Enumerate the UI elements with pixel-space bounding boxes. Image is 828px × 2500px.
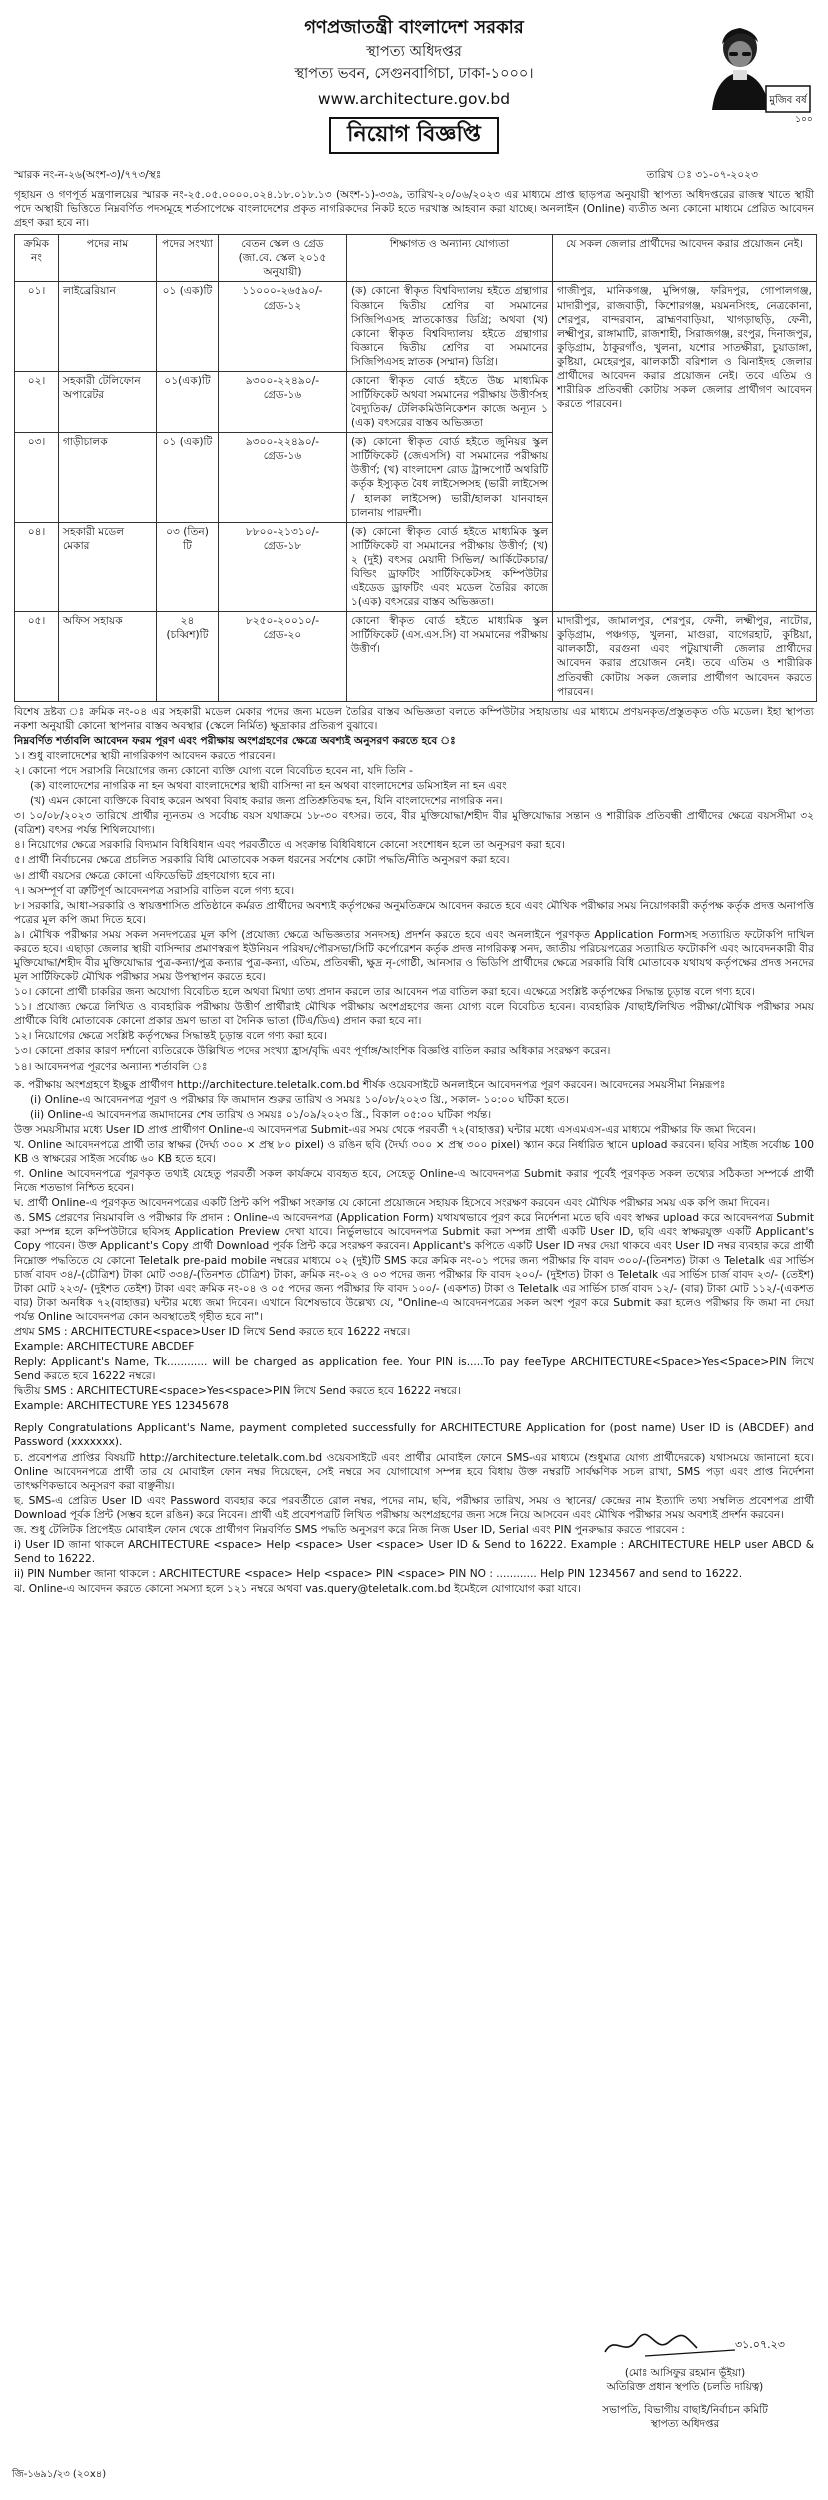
row-sl: ০৪। — [15, 522, 59, 611]
svg-text:১০০: ১০০ — [795, 115, 813, 125]
row-scale — [219, 433, 347, 522]
condition-item: ১৩। কোনো প্রকার কারণ দর্শানো ব্যতিরেকে উল্লিখিত পদের সংখ্যা হ্রাস/বৃদ্ধি এবং পূর্ণাঙ্গ/আংশিক বিজ্ঞপ্তি বাতিল করার অধিকার সংরক্ষণ করেন। — [14, 1045, 611, 1058]
notice-title: নিয়োগ বিজ্ঞপ্তি — [329, 117, 499, 154]
memo-date: তারিখ ঃ ৩১-০৭-২০২৩ — [646, 169, 758, 181]
conditions-title: নিম্নবর্ণিত শর্তাবলি আবেদন ফরম পূরণ এবং পরীক্ষায় অংশগ্রহণের ক্ষেত্রে অবশ্যই অনুসরণ করতে হবে ঃ — [14, 734, 456, 747]
department-name: স্থাপত্য অধিদপ্তর — [366, 43, 462, 60]
row-scale — [219, 371, 347, 432]
row-scale-value: ১১০০০-২৬৫৯০/- — [242, 285, 323, 298]
footer-reference: জি-১৬৯১/২৩ (২০x৪) — [12, 2469, 107, 2480]
condition-item: ১০। কোনো প্রার্থী চাকরির জন্য অযোগ্য বিবেচিত হলে অথবা মিথ্যা তথ্য প্রদান করলে তার আবেদন পত্র বাতিল করা হবে। এক্ষেত্রে সংশ্লিষ্ট কর্তৃপক্ষের সিদ্ধান্ত চূড়ান্ত বলে গণ্য হবে। — [14, 986, 756, 999]
header-scale: বেতন স্কেল ও গ্রেড (জা.বে. স্কেল ২০১৫ অনুযায়ী) — [219, 235, 347, 282]
condition-item: (খ) এমন কোনো ব্যক্তিকে বিবাহ করেন অথবা বিবাহ করার জন্য প্রতিশ্রুতিবদ্ধ হন, যিনি বাংলাদেশের নাগরিক নন। — [30, 795, 503, 808]
row-sl: ০১। — [15, 282, 59, 371]
table-row — [15, 612, 817, 701]
condition-item: ১। শুধু বাংলাদেশের স্থায়ী নাগরিকগণ আবেদন করতে পারবেন। — [14, 749, 276, 762]
signature-block — [560, 2328, 810, 2432]
condition-item: ১৪। আবেদনপত্র পূরণের অন্যান্য শর্তাবলি ঃ — [14, 1060, 208, 1073]
row-post: সহকারী টেলিফোন অপারেটর — [59, 371, 157, 432]
conditions-section — [8, 702, 820, 1074]
row-qualification: (ক) কোনো স্বীকৃত বোর্ড হইতে মাধ্যমিক স্কুল সার্টিফিকেট বা সমমানের পরীক্ষায় উত্তীর্ণ; (খ) ২ (দুই) বৎসর মেয়াদী সিভিল/ আর্কিটেকচার/ বিল্ডিং ড্রাফটিং সার্টিফিকেটসহ কম্পিউটার এইডেড ড্রাফটিং এবং মডেল তৈরির কাজে ১(এক) বৎসরের বাস্তব অভিজ্ঞতা। — [347, 522, 553, 611]
row-grade: গ্রেড-১৮ — [263, 539, 302, 552]
svg-text:মুজিব বর্ষ: মুজিব বর্ষ — [769, 95, 807, 106]
row-post: সহকারী মডেল মেকার — [59, 522, 157, 611]
row-count: ০১(এক)টি — [157, 371, 219, 432]
row-scale-value: ৮২৫০-২০০১০/- — [245, 615, 320, 628]
online-item: গ. Online আবেদনপত্রে পূরণকৃত তথ্যই যেহেতু পরবর্তী সকল কার্যক্রমে ব্যবহৃত হবে, সেহেতু Online-এ আবেদনপত্র Submit করার পূর্বেই পূরণকৃত সকল তথ্যের সঠিকতা সম্পর্কে প্রার্থী নিজে শতভাগ নিশ্চিত হবেন। — [14, 1168, 814, 1195]
website-address: www.architecture.gov.bd — [317, 89, 511, 108]
row-count: ২৪ (চব্বিশ)টি — [157, 612, 219, 701]
row-scale — [219, 522, 347, 611]
sms-step: দ্বিতীয় SMS : ARCHITECTURE<space>Yes<space>PIN লিখে Send করতে হবে 16222 নম্বরে। — [14, 1385, 461, 1398]
header-qualification: শিক্ষাগত ও অন্যান্য যোগ্যতা — [347, 235, 553, 282]
row-scale-value: ৯৩০০-২২৪৯০/- — [245, 436, 320, 449]
online-instructions — [8, 1075, 820, 1597]
memo-row — [8, 168, 820, 186]
row-qualification: (ক) কোনো স্বীকৃত বিশ্ববিদ্যালয় হইতে গ্রন্থাগার বিজ্ঞানে দ্বিতীয় শ্রেণির বা সমমানের সিজিপিএসহ স্নাতকোত্তর ডিগ্রি; অথবা (খ) কোনো স্বীকৃত বিশ্ববিদ্যালয় হইতে গ্রন্থাগার বিজ্ঞানে দ্বিতীয় শ্রেণির বা সমমানের সিজিপিএসহ স্নাতক (সম্মান) ডিগ্রি। — [347, 282, 553, 371]
signature-scrawl-icon — [585, 2328, 785, 2362]
mujib-borsho-logo-icon — [696, 18, 814, 130]
intro-paragraph: গৃহায়ন ও গণপূর্ত মন্ত্রণালয়ের স্মারক নং-২৫.০৫.০০০০.০২৪.১৮.০১৮.১৩ (অংশ-১)-৩৩৯, তারিখ-২০/০৬/২০২৩ এর মাধ্যমে প্রাপ্ত ছাড়পত্র অনুযায়ী স্থাপত্য অধিদপ্তরের রাজস্ব খাতে স্থায়ী পদে অস্থায়ী ভিত্তিতে নিম্নবর্ণিত পদসমূহে শর্তসাপেক্ষে বাংলাদেশের প্রকৃত নাগরিকদের নিকট হতে দরখাস্ত আহবান করা যাচ্ছে। অনলাইন (Online) ব্যতীত অন্য কোনো মাধ্যমে প্রেরিত আবেদন গ্রহণ করা হবে না। — [14, 189, 814, 230]
svg-text:৩১.০৭.২৩: ৩১.০৭.২৩ — [735, 2338, 785, 2351]
job-table — [14, 234, 817, 701]
condition-item: ৩। ১০/০৮/২০২৩ তারিখে প্রার্থীর ন্যূনতম ও সর্বোচ্চ বয়স যথাক্রমে ১৮-৩০ বৎসর। তবে, বীর মুক্তিযোদ্ধা/শহীদ বীর মুক্তিযোদ্ধার সন্তান ও শারীরিক প্রতিবন্ধী প্রার্থীদের ক্ষেত্রে বয়সসীমা ৩২ (বত্রিশ) বৎসর পর্যন্ত শিথিলযোগ্য। — [14, 810, 814, 837]
row-districts: গাজীপুর, মানিকগঞ্জ, মুন্সিগঞ্জ, ফরিদপুর, গোপালগঞ্জ, মাদারীপুর, রাজবাড়ী, কিশোরগঞ্জ, ময়মনসিংহ, নেত্রকোনা, শেরপুর, বান্দরবান, ব্রাহ্মণবাড়িয়া, খাগড়াছড়ি, ফেনী, লক্ষ্মীপুর, রাঙ্গামাটি, রাজশাহী, সিরাজগঞ্জ, রংপুর, দিনাজপুর, কুড়িগ্রাম, ঠাকুরগাঁও, খুলনা, যশোর সাতক্ষীরা, চুয়াডাঙ্গা, কুষ্টিয়া, মেহেরপুর, ঝালকাঠী বরিশাল ও ঝিনাইদহ জেলার প্রার্থীদের আবেদন করার প্রয়োজন নেই। তবে এতিম ও শারীরিক প্রতিবন্ধী কোটায় সকল জেলার প্রার্থীগণ আবেদন করতে পারবেন। — [553, 282, 817, 612]
header-post: পদের নাম — [59, 235, 157, 282]
header-count: পদের সংখ্যা — [157, 235, 219, 282]
row-post: গাড়ীচালক — [59, 433, 157, 522]
row-count: ০১ (এক)টি — [157, 433, 219, 522]
online-item: খ. Online আবেদনপত্রে প্রার্থী তার স্বাক্ষর (দৈর্ঘ্য ৩০০ × প্রস্থ ৮০ pixel) ও রঙিন ছবি (দৈর্ঘ্য ৩০০ × প্রস্থ ৩০০ pixel) স্ক্যান করে নির্ধারিত স্থানে upload করবেন। ছবির সাইজ সর্বোচ্চ 100 KB ও স্বাক্ষরের সাইজ সর্বোচ্চ ৬০ KB হতে হবে। — [14, 1138, 814, 1165]
online-item: i) User ID জানা থাকলে ARCHITECTURE <space> Help <space> User <space> User ID & Send to 16222. Example : ARCHITECTURE HELP user ABCD & Send to 16222. — [14, 1539, 814, 1566]
online-item: উক্ত সময়সীমার মধ্যে User ID প্রাপ্ত প্রার্থীগণ Online-এ আবেদনপত্র Submit-এর সময় থেকে পরবর্তী ৭২(বাহাত্তর) ঘন্টার মধ্যে এসএমএস-এর মাধ্যমে পরীক্ষার ফি জমা দিবেন। — [14, 1123, 756, 1136]
row-scale-value: ৯৩০০-২২৪৯০/- — [245, 374, 320, 387]
row-grade: গ্রেড-১২ — [263, 299, 302, 312]
online-item: (ii) Online-এ আবেদনপত্র জমাদানের শেষ তারিখ ও সময়ঃ ০১/০৯/২০২৩ খ্রি., বিকাল ০৫:০০ ঘটিকা পর্যন্ত। — [30, 1108, 492, 1121]
sms-step: Reply: Applicant's Name, Tk............ will be charged as application fee. Your PIN is.....To pay feeType ARCHITECTURE<Space>Yes<Space>PIN লিখে Send করতে হবে 16222 নম্বরে। — [14, 1356, 814, 1383]
online-item: ঘ. প্রার্থী Online-এ পূরণকৃত আবেদনপত্রের একটি প্রিন্ট কপি পরীক্ষা সংক্রান্ত যে কোনো প্রয়োজনে সহায়ক হিসেবে সংরক্ষণ করবেন এবং মৌখিক পরীক্ষার সময় এক কপি জমা দিবেন। — [14, 1197, 770, 1210]
table-header-row — [15, 235, 817, 282]
row-grade: গ্রেড-১৬ — [263, 450, 302, 463]
row-districts: মাদারীপুর, জামালপুর, শেরপুর, ফেনী, লক্ষ্মীপুর, নাটোর, কুড়িগ্রাম, পঞ্চগড়, খুলনা, মাগুরা, বাগেরহাট, কুষ্টিয়া, ঝালকাঠী, বরগুনা এবং পটুয়াখালী জেলার প্রার্থীদের আবেদন করার প্রয়োজন নেই। তবে এতিম ও শারীরিক প্রতিবন্ধী কোটায় সকল জেলার প্রার্থীগণ আবেদন করতে পারবেন। — [553, 612, 817, 701]
signatory-role: সভাপতি, বিভাগীয় বাছাই/নির্বাচন কমিটি — [602, 2404, 768, 2417]
condition-item: ১২। নিয়োগের ক্ষেত্রে সংশ্লিষ্ট কর্তৃপক্ষের সিদ্ধান্তই চূড়ান্ত বলে গণ্য করা হবে। — [14, 1030, 327, 1043]
signatory-office: স্থাপত্য অধিদপ্তর — [650, 2418, 720, 2431]
condition-item: ১১। প্রযোজ্য ক্ষেত্রে লিখিত ও ব্যবহারিক পরীক্ষায় উত্তীর্ণ প্রার্থীরাই মৌখিক পরীক্ষায় অংশগ্রহণের জন্য যোগ্য বলে বিবেচিত হবেন। ব্যবহারিক /বাছাই/লিখিত পরীক্ষা/মৌখিক পরীক্ষার সময় প্রার্থীকে বিধি মোতাবেক কোনো প্রকার ভ্রমণ ভাতা বা দৈনিক ভাতা (টিএ/ডিএ) প্রদান করা হবে না। — [14, 1001, 814, 1028]
signatory-designation: অতিরিক্ত প্রধান স্থপতি (চলতি দায়িত্ব) — [606, 2380, 764, 2393]
online-item: জ. শুধু টেলিটক প্রিপেইড মোবাইল ফোন থেকে প্রার্থীগণ নিম্নবর্ণিত SMS পদ্ধতি অনুসরণ করে নিজ নিজ User ID, Serial এবং PIN পুনরুদ্ধার করতে পারবেন : — [14, 1523, 685, 1536]
row-grade: গ্রেড-২০ — [263, 629, 302, 642]
header-sl: ক্রমিক নং — [15, 235, 59, 282]
online-item: ঝ. Online-এ আবেদন করতে কোনো সমস্যা হলে ১২১ নম্বরে অথবা vas.query@teletalk.com.bd ইমেইলে যোগাযোগ করা যাবে। — [14, 1583, 581, 1596]
row-sl: ০২। — [15, 371, 59, 432]
row-post: অফিস সহায়ক — [59, 612, 157, 701]
online-item: চ. প্রবেশপত্র প্রাপ্তির বিষয়টি http://architecture.teletalk.com.bd ওয়েবসাইটে এবং প্রার্থীর মোবাইল ফোনে SMS-এর মাধ্যমে (শুধুমাত্র যোগ্য প্রার্থীদেরকে) যথাসময়ে জানানো হবে। Online আবেদনপত্রে প্রার্থী তার যে মোবাইল ফোন নম্বর দিয়েছেন, সেই নম্বরে সব যোগাযোগ সম্পন্ন হবে বিধায় উক্ত নম্বরটি সার্বক্ষণিক সচল রাখা, SMS পড়া এবং প্রাপ্ত নির্দেশনা তাৎক্ষণিকভাবে অনুসরণ করা বাঞ্ছনীয়। — [14, 1451, 814, 1492]
memo-number: স্মারক নং-ন-২৬(অংশ-৩)/৭৭৩/স্থঃ — [14, 169, 162, 181]
online-item: ছ. SMS-এ প্রেরিত User ID এবং Password ব্যবহার করে পরবর্তীতে রোল নম্বর, পদের নাম, ছবি, পরীক্ষার তারিখ, সময় ও স্থানের/ কেন্দ্রের নাম ইত্যাদি তথ্য সম্বলিত প্রবেশপত্র প্রার্থী Download পূর্বক প্রিন্ট (সম্ভব হলে রঙিন) করে নিবেন। প্রার্থী এই প্রবেশপত্রটি লিখিত পরীক্ষায় অংশগ্রহণের জন্য সঙ্গে নিয়ে আসবেন এবং মৌখিক পরীক্ষার সময় অবশ্যই প্রদর্শন করবেন। — [14, 1494, 814, 1521]
condition-item: ৪। নিয়োগের ক্ষেত্রে সরকারি বিদ্যমান বিধিবিধান এবং পরবর্তীতে এ সংক্রান্ত বিধিবিধানে কোনো সংশোধন হলে তা অনুসরণ করা হবে। — [14, 839, 565, 852]
online-item: ঙ. SMS প্রেরণের নিয়মাবলি ও পরীক্ষার ফি প্রদান : Online-এ আবেদনপত্র (Application Form) যথাযথভাবে পূরণ করে নির্দেশনা মতে ছবি এবং স্বাক্ষর upload করে আবেদনপত্র Submit করা সম্পন্ন হলে কম্পিউটারে ছবিসহ Application Preview দেখা যাবে। নির্ভুলভাবে আবেদনপত্র Submit করা সম্পন্ন প্রার্থী একটি User ID, ছবি এবং স্বাক্ষরযুক্ত একটি Applicant's Copy পাবেন। উক্ত Applicant's Copy প্রার্থী Download পূর্বক প্রিন্ট করে সংরক্ষণ করবেন। Applicant's কপিতে একটি User ID নম্বর দেয়া থাকবে এবং User ID নম্বর ব্যবহার করে প্রার্থী নিম্নোক্ত পদ্ধতিতে যে কোনো Teletalk pre-paid mobile নম্বরের মাধ্যমে ০২ (দুই)টি SMS করে ক্রমিক নং-০১ পদের জন্য পরীক্ষার ফি বাবদ ৩০০/-(তিনশত) টাকা ও Teletalk এর সার্ভিস চার্জ বাবদ ৩৪/-(চৌত্রিশ) টাকা মোট ৩৩৪/-(তিনশত চৌত্রিশ) টাকা, ক্রমিক নং-০২ ও ০৩ পদের জন্য পরীক্ষার ফি বাবদ ২০০/- (দুইশত) টাকা ও Teletalk এর সার্ভিস চার্জ বাবদ ২৩/- (তেইশ) টাকা মোট ২২৩/- (দুইশত তেইশ) টাকা এবং ক্রমিক নং-০৪ ও ০৫ পদের জন্য পরীক্ষার ফি বাবদ ১০০/- (একশত) টাকা ও Teletalk এর সার্ভিস চার্জ বাবদ ১২/- (বার) টাকা মোট ১১২/-(একশত বার) টাকা অনধিক ৭২(বাহাত্তর) ঘন্টার মধ্যে জমা দিবেন। এখানে বিশেষভাবে উল্লেখ্য যে, "Online-এ আবেদনপত্রের সকল অংশ পূরণ করে Submit করা হলেও পরীক্ষার ফি জমা না দেয়া পর্যন্ত Online আবেদনপত্র কোন অবস্থাতেই গৃহীত হবে না"। — [14, 1212, 814, 1323]
condition-item: ৯। মৌখিক পরীক্ষার সময় সকল সনদপত্রের মূল কপি (প্রযোজ্য ক্ষেত্রে অভিজ্ঞতার সনদসহ) প্রদর্শন করতে হবে এবং অনলাইনে পূরণকৃত Application Formসহ সত্যায়িত ফটোকপি দাখিল করতে হবে। এছাড়া জেলার স্থায়ী বাসিন্দার প্রমাণস্বরূপ ইউনিয়ন পরিষদ/পৌরসভা/সিটি কর্পোরেশন কর্তৃক প্রদত্ত নাগরিকত্ব সনদ, জাতীয় পরিচয়পত্রের সত্যায়িত ফটোকপি এবং আবেদনকারী বীর মুক্তিযোদ্ধা/শহীদ বীর মুক্তিযোদ্ধার পুত্র-কন্যা/পুত্র কন্যার পুত্র-কন্যা, এতিম, প্রতিবন্ধী, ক্ষুদ্র নৃ-গোষ্ঠী, আনসার ও ভিডিপি প্রার্থীদের ক্ষেত্রে সরকারি বিধি মোতাবেক যথাযথ কর্তৃপক্ষের প্রদত্ত সনদের মূল সার্টিফিকেট মৌখিক পরীক্ষার সময় উপস্থাপন করতে হবে। — [14, 928, 814, 984]
row-qualification: কোনো স্বীকৃত বোর্ড হইতে উচ্চ মাধ্যমিক সার্টিফিকেট অথবা সমমানের পরীক্ষায় উত্তীর্ণসহ বৈদ্যুতিক/ টেলিকমিউনিকেশন কাজে অন্যূন ১ (এক) বৎসরের বাস্তব অভিজ্ঞতা — [347, 371, 553, 432]
condition-item: ৬। প্রার্থী বয়সের ক্ষেত্রে কোনো এফিডেভিট গ্রহণযোগ্য হবে না। — [14, 869, 275, 882]
row-sl: ০৫। — [15, 612, 59, 701]
row-count: ০১ (এক)টি — [157, 282, 219, 371]
row-scale — [219, 282, 347, 371]
sms-step: Reply Congratulations Applicant's Name, payment completed successfully for ARCHITECTURE Application for (post name) User ID is (ABCDEF) and Password (xxxxxxx). — [14, 1422, 814, 1449]
sms-step: Example: ARCHITECTURE ABCDEF — [14, 1341, 195, 1354]
office-address: স্থাপত্য ভবন, সেগুনবাগিচা, ঢাকা-১০০০। — [294, 66, 534, 83]
online-item: (i) Online-এ আবেদনপত্র পূরণ ও পরীক্ষার ফি জমাদান শুরুর তারিখ ও সময়ঃ ১০/০৮/২০২৩ খ্রি., সকাল- ১০:০০ ঘটিকা হতে। — [30, 1093, 569, 1106]
online-item: ক. পরীক্ষায় অংশগ্রহণে ইচ্ছুক প্রার্থীগণ http://architecture.teletalk.com.bd শীর্ষক ওয়েবসাইটে অনলাইনে আবেদনপত্র পূরণ করবেন। আবেদনের সময়সীমা নিম্নরূপঃ — [14, 1078, 726, 1091]
online-item: ii) PIN Number জানা থাকলে : ARCHITECTURE <space> Help <space> PIN <space> PIN NO : ............ Help PIN 1234567 and send to 16222. — [14, 1568, 743, 1581]
condition-item: ২। কোনো পদে সরাসরি নিয়োগের জন্য কোনো ব্যক্তি যোগ্য বলে বিবেচিত হবেন না, যদি তিনি - — [14, 764, 413, 777]
row-sl: ০৩। — [15, 433, 59, 522]
condition-item: (ক) বাংলাদেশের নাগরিক না হন অথবা বাংলাদেশের স্থায়ী বাসিন্দা না হন অথবা বাংলাদেশের ডমিসাইল না হন এবং — [30, 780, 507, 793]
header-districts: যে সকল জেলার প্রার্থীদের আবেদন করার প্রয়োজন নেই। — [553, 235, 817, 282]
government-name: গণপ্রজাতন্ত্রী বাংলাদেশ সরকার — [304, 17, 524, 38]
row-qualification: (ক) কোনো স্বীকৃত বোর্ড হইতে জুনিয়র স্কুল সার্টিফিকেট (জেএসসি) বা সমমানের পরীক্ষায় উত্তীর্ণ; (খ) বাংলাদেশ রোড ট্রান্সপোর্ট অথরিটি কর্তৃক ইস্যুকৃত বৈধ লাইসেন্সসহ (ভারী লাইসেন্স / হালকা লাইসেন্স) ভারী/হালকা যানবাহন চালনায় পারদর্শী। — [347, 433, 553, 522]
notice-header — [8, 16, 820, 166]
row-post: লাইব্রেরিয়ান — [59, 282, 157, 371]
row-scale — [219, 612, 347, 701]
row-scale-value: ৮৮০০-২১৩১০/- — [245, 525, 320, 538]
special-note: বিশেষ দ্রষ্টব্য ঃ ক্রমিক নং-০৪ এর সহকারী মডেল মেকার পদের জন্য মডেল তৈরির বাস্তব অভিজ্ঞতা বলতে কম্পিউটার সহায়তায় এর মাধ্যমে প্রণয়নকৃত/প্রস্তুতকৃত ৩ডি মডেল। ইহা স্থাপত্য নকশা অনুযায়ী কোনো স্থাপনার বাস্তব অবস্থার (স্কেলে নির্মিত) ক্ষুদ্রাকার প্রতিরূপ বুঝাবে। — [14, 705, 814, 732]
condition-item: ৫। প্রার্থী নির্বাচনের ক্ষেত্রে প্রচলিত সরকারি বিধি মোতাবেক সকল ধরনের সর্বশেষ কোটা পদ্ধতি/নীতি অনুসরণ করা হবে। — [14, 854, 510, 867]
table-row — [15, 282, 817, 371]
condition-item: ৮। সরকারি, আধা-সরকারি ও স্বায়ত্তশাসিত প্রতিষ্ঠানে কর্মরত প্রার্থীদের অবশ্যই কর্তৃপক্ষের অনুমতিক্রমে আবেদন করতে হবে এবং মৌখিক পরীক্ষার সময় নিয়োগকারী কর্তৃপক্ষ কর্তৃক প্রদত্ত অনাপত্তি পত্রের মূল কপি জমা দিতে হবে। — [14, 899, 814, 926]
condition-item: ৭। অসম্পূর্ণ বা ত্রুটিপূর্ণ আবেদনপত্র সরাসরি বাতিল বলে গণ্য হবে। — [14, 884, 295, 897]
row-grade: গ্রেড-১৬ — [263, 389, 302, 402]
sms-step: প্রথম SMS : ARCHITECTURE<space>User ID লিখে Send করতে হবে 16222 নম্বরে। — [14, 1325, 411, 1338]
sms-step: Example: ARCHITECTURE YES 12345678 — [14, 1400, 229, 1413]
row-qualification: কোনো স্বীকৃত বোর্ড হইতে মাধ্যমিক স্কুল সার্টিফিকেট (এস.এস.সি) বা সমমানের পরীক্ষায় উত্তীর্ণ। — [347, 612, 553, 701]
row-count: ০৩ (তিন) টি — [157, 522, 219, 611]
signatory-name: (মোঃ আসিফুর রহমান ভূঁইয়া) — [624, 2366, 746, 2379]
